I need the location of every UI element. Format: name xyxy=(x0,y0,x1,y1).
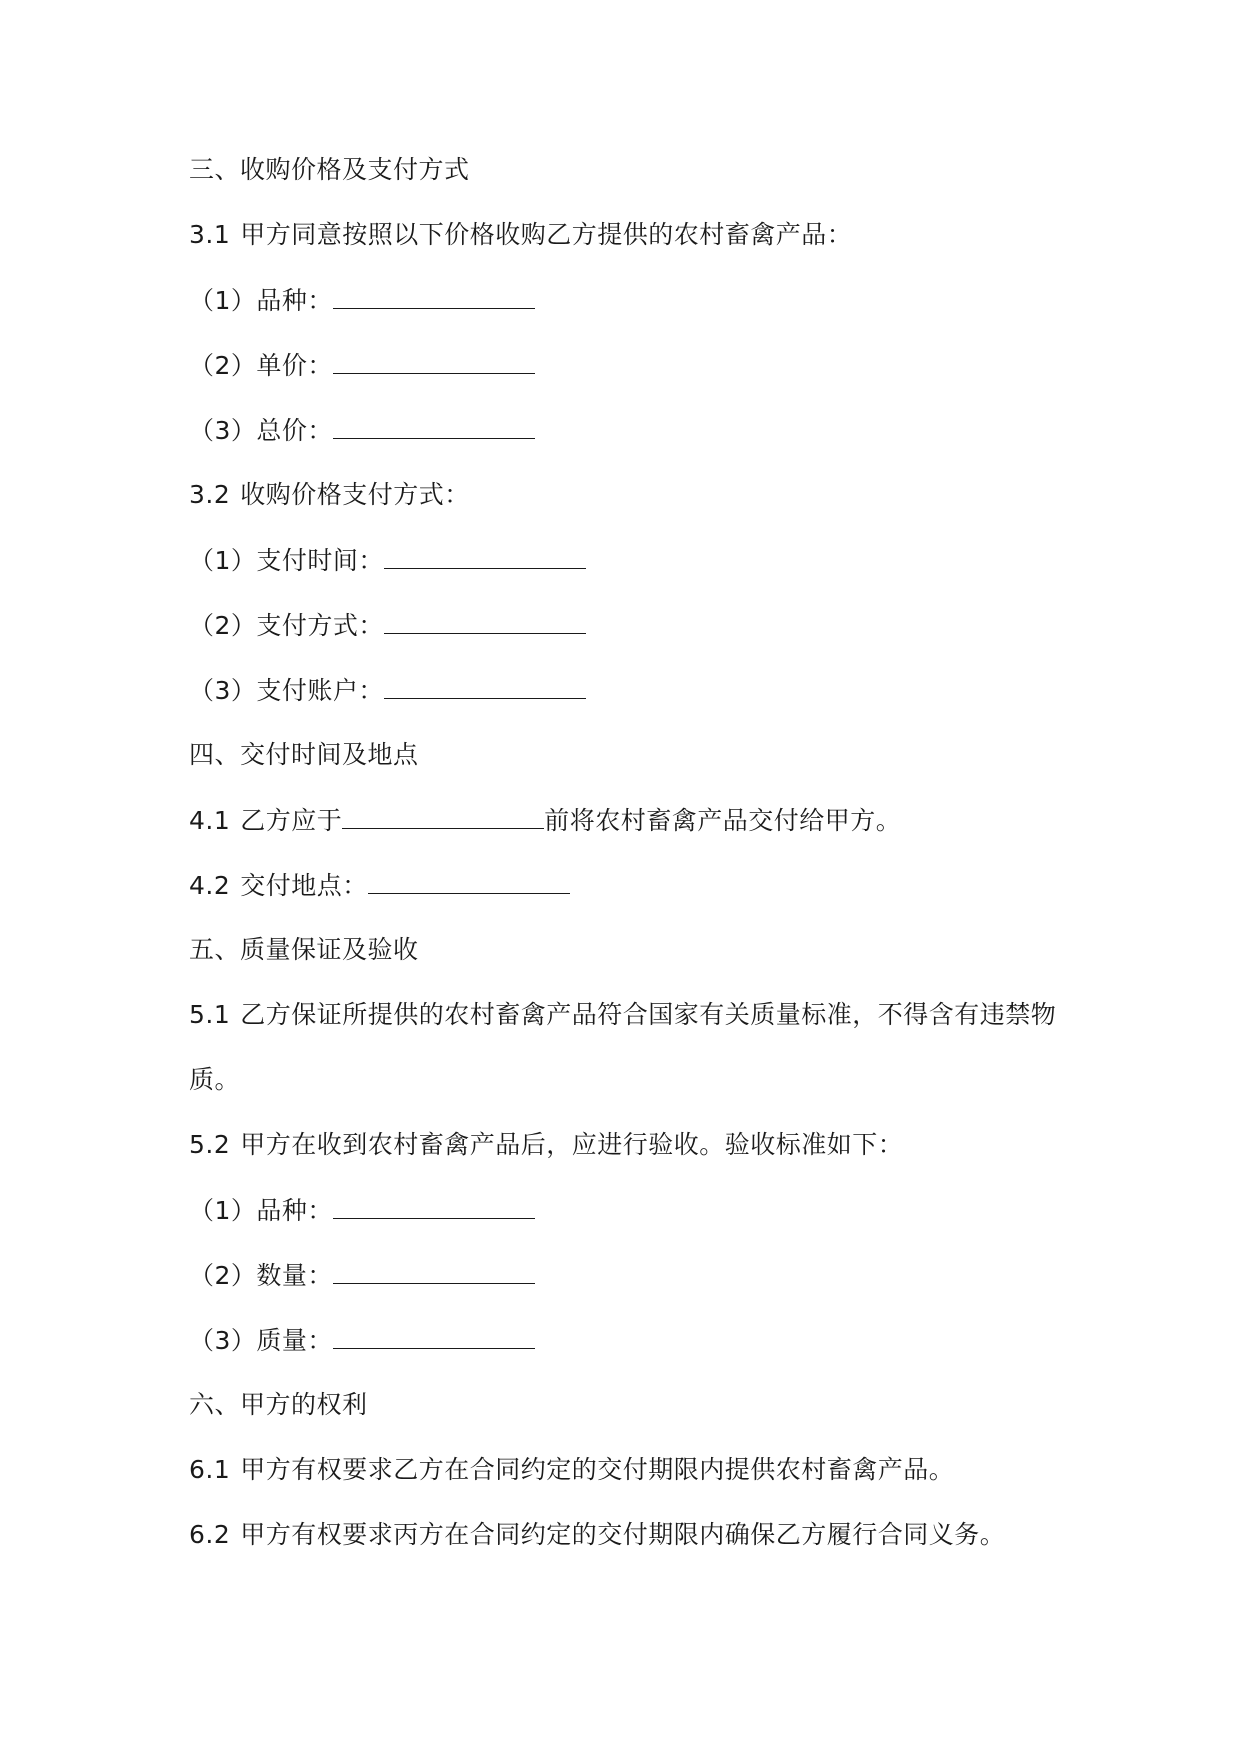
clause-text-after: 前将农村畜禽产品交付给甲方。 xyxy=(544,806,902,835)
field-label: （2）支付方式： xyxy=(189,611,384,640)
clause-5-1-line-2: 质。 xyxy=(189,1065,241,1094)
fill-in-blank xyxy=(342,802,544,829)
field-total-price xyxy=(189,412,1069,447)
section-5-heading: 五、质量保证及验收 xyxy=(189,935,419,964)
clause-number: 6.1 xyxy=(189,1455,231,1484)
fill-in-blank xyxy=(333,1257,535,1284)
clause-text: 交付地点： xyxy=(240,871,368,900)
clause-4-2 xyxy=(189,867,1069,902)
clause-6-1 xyxy=(189,1452,1069,1487)
field-label: （1）品种： xyxy=(189,1196,333,1225)
fill-in-blank xyxy=(333,1192,535,1219)
section-4-heading: 四、交付时间及地点 xyxy=(189,740,419,769)
clause-number: 3.1 xyxy=(189,220,231,249)
field-acceptance-quality xyxy=(189,1322,1069,1357)
fill-in-blank xyxy=(384,607,586,634)
clause-text: 甲方有权要求乙方在合同约定的交付期限内提供农村畜禽产品。 xyxy=(240,1455,955,1484)
clause-text: 甲方有权要求丙方在合同约定的交付期限内确保乙方履行合同义务。 xyxy=(240,1520,1006,1549)
clause-5-1-line-1 xyxy=(189,997,1069,1032)
field-label: （1）品种： xyxy=(189,286,333,315)
field-payment-account xyxy=(189,672,1069,707)
clause-text: 收购价格支付方式： xyxy=(240,480,470,509)
section-6-heading: 六、甲方的权利 xyxy=(189,1390,368,1419)
field-label: （3）总价： xyxy=(189,416,333,445)
clause-number: 4.2 xyxy=(189,871,231,900)
field-label: （2）单价： xyxy=(189,351,333,380)
clause-3-2 xyxy=(189,477,1069,512)
field-acceptance-variety xyxy=(189,1192,1069,1227)
field-label: （1）支付时间： xyxy=(189,546,384,575)
clause-number: 6.2 xyxy=(189,1520,231,1549)
clause-4-1 xyxy=(189,802,1069,837)
fill-in-blank xyxy=(384,542,586,569)
clause-number: 5.2 xyxy=(189,1130,231,1159)
clause-text: 甲方在收到农村畜禽产品后，应进行验收。验收标准如下： xyxy=(240,1130,904,1159)
field-label: （3）质量： xyxy=(189,1326,333,1355)
fill-in-blank xyxy=(368,867,570,894)
fill-in-blank xyxy=(333,347,535,374)
document-page xyxy=(189,152,1069,1582)
clause-text: 乙方保证所提供的农村畜禽产品符合国家有关质量标准，不得含有违禁物 xyxy=(240,1000,1057,1029)
clause-number: 4.1 xyxy=(189,806,231,835)
clause-5-2 xyxy=(189,1127,1069,1162)
section-3-heading: 三、收购价格及支付方式 xyxy=(189,155,470,184)
clause-3-1 xyxy=(189,217,1069,252)
field-label: （2）数量： xyxy=(189,1261,333,1290)
fill-in-blank xyxy=(333,282,535,309)
field-payment-time xyxy=(189,542,1069,577)
clause-number: 5.1 xyxy=(189,1000,231,1029)
clause-number: 3.2 xyxy=(189,480,231,509)
clause-text-before: 乙方应于 xyxy=(240,806,343,835)
field-variety xyxy=(189,282,1069,317)
field-acceptance-quantity xyxy=(189,1257,1069,1292)
field-unit-price xyxy=(189,347,1069,382)
field-label: （3）支付账户： xyxy=(189,676,384,705)
clause-text: 甲方同意按照以下价格收购乙方提供的农村畜禽产品： xyxy=(240,220,853,249)
fill-in-blank xyxy=(333,412,535,439)
fill-in-blank xyxy=(384,672,586,699)
field-payment-method xyxy=(189,607,1069,642)
clause-6-2 xyxy=(189,1517,1069,1552)
fill-in-blank xyxy=(333,1322,535,1349)
